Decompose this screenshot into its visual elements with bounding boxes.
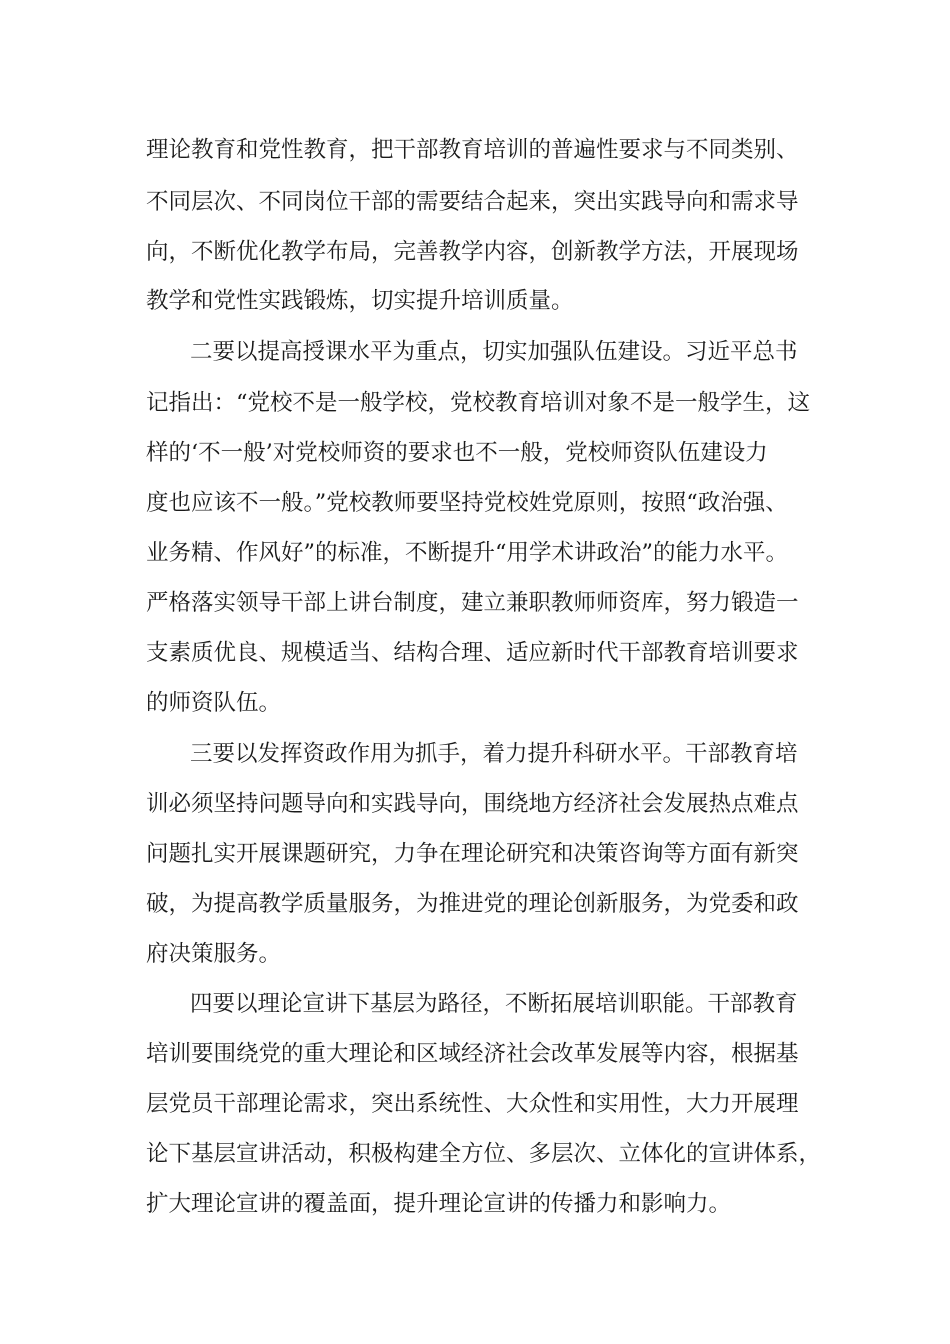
paragraph-2-line-5: 业务精、作风好”的标准，不断提升“用学术讲政治”的能力水平。 [146,540,789,566]
paragraph-3-line-4: 破，为提高教学质量服务，为推进党的理论创新服务，为党委和政 [146,891,799,917]
paragraph-2-line-8: 的师资队伍。 [146,690,282,716]
paragraph-3-line-2: 训必须坚持问题导向和实践导向，围绕地方经济社会发展热点难点 [146,791,799,817]
paragraph-4-line-1: 四要以理论宣讲下基层为路径，不断拓展培训职能。干部教育 [190,991,798,1017]
paragraph-2-line-2: 记指出：“党校不是一般学校，党校教育培训对象不是一般学生，这 [146,390,811,416]
paragraph-3-line-1: 三要以发挥资政作用为抓手，着力提升科研水平。干部教育培 [190,741,798,767]
paragraph-3-line-5: 府决策服务。 [146,941,282,967]
paragraph-1-line-2: 不同层次、不同岗位干部的需要结合起来，突出实践导向和需求导 [146,189,799,215]
paragraph-2-line-1: 二要以提高授课水平为重点，切实加强队伍建设。习近平总书 [190,339,798,365]
paragraph-2-line-7: 支素质优良、规模适当、结构合理、适应新时代干部教育培训要求 [146,640,799,666]
paragraph-1-line-3: 向，不断优化教学布局，完善教学内容，创新教学方法，开展现场 [146,239,799,265]
paragraph-3-line-3: 问题扎实开展课题研究，力争在理论研究和决策咨询等方面有新突 [146,841,799,867]
paragraph-1-line-1: 理论教育和党性教育，把干部教育培训的普遍性要求与不同类别、 [146,137,799,163]
paragraph-4-line-3: 层党员干部理论需求，突出系统性、大众性和实用性，大力开展理 [146,1091,799,1117]
paragraph-4-line-2: 培训要围绕党的重大理论和区域经济社会改革发展等内容，根据基 [146,1041,799,1067]
paragraph-2-line-6: 严格落实领导干部上讲台制度，建立兼职教师师资库，努力锻造一 [146,590,799,616]
paragraph-4-line-5: 扩大理论宣讲的覆盖面，提升理论宣讲的传播力和影响力。 [146,1191,732,1217]
paragraph-4-line-4: 论下基层宣讲活动，积极构建全方位、多层次、立体化的宣讲体系， [146,1141,822,1167]
paragraph-1-line-4: 教学和党性实践锻炼，切实提升培训质量。 [146,288,574,314]
paragraph-2-line-4: 度也应该不一般。”党校教师要坚持党校姓党原则，按照“政治强、 [146,490,788,516]
paragraph-2-line-3: 样的‘不一般’对党校师资的要求也不一般，党校师资队伍建设力 [146,440,768,466]
